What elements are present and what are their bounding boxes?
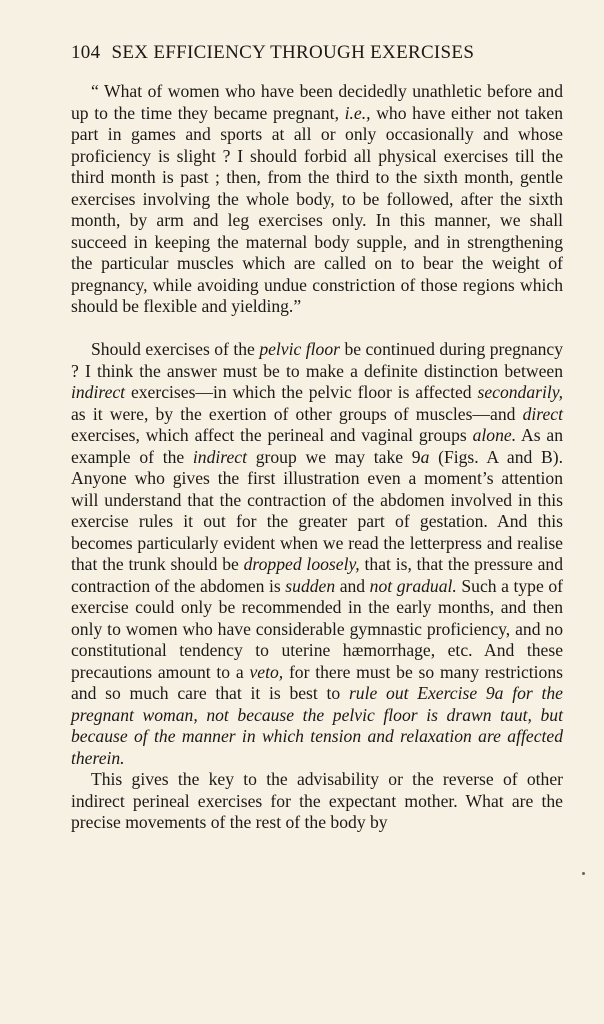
emphasis-text: secondarily,: [477, 382, 563, 402]
paragraph-quoted-passage: [71, 81, 563, 318]
text-segment: exercises, which affect the perineal and vaginal groups: [71, 425, 473, 445]
text-segment: As an example of the: [71, 425, 563, 467]
text-segment: for there must be so many restrictions and so much care that it is best to: [71, 661, 563, 703]
text-segment: Should exercises of the: [91, 339, 260, 359]
emphasis-text: sudden: [285, 575, 336, 596]
emphasis-text: pelvic floor: [259, 339, 340, 359]
paragraph-advisability: [71, 769, 563, 834]
text-segment: Such a type of exercise could only be recommended in the early months, and then only to women who have considerable gymnastic proficiency, and no constitutional tendency to uterine hæmorrhage, etc. And these precautions amount to a: [71, 575, 563, 682]
text-segment: This gives the key to the advisability or the reverse of other indirect perineal exercises for the expectant mother. What are the precise movements of the rest of the body by: [71, 769, 563, 832]
emphasis-text: i.e.,: [344, 102, 371, 123]
emphasis-text: indirect: [192, 446, 247, 467]
running-title: SEX EFFICIENCY THROUGH EXERCISES: [111, 42, 475, 63]
text-segment: exercises—in which the pelvic floor is affected: [125, 382, 478, 402]
emphasis-text: indirect: [71, 382, 126, 402]
text-segment: be continued during pregnancy ? I think the answer must be to make a definite distinction between: [71, 339, 563, 381]
text-segment: who have either not taken part in games and sports at all or only occasionally and whose proficiency is slight ? I should forbid all physical exercises till the third month is past ; then, from the third to the sixth month, gentle exercises involving the whole body, to be followed, after the sixth month, by arm and leg exercises only. In this manner, we shall succeed in keeping the maternal body supple, and in strengthening the particular muscles which are called on to bear the weight of pregnancy, while avoiding undue constriction of those regions which should be flexible and yielding.”: [71, 102, 563, 316]
text-segment: group we may take 9: [247, 446, 421, 467]
print-speck: [582, 872, 585, 875]
text-segment: and: [335, 575, 370, 596]
emphasis-text: dropped loosely,: [243, 554, 360, 574]
running-head: [71, 42, 541, 68]
text-segment: that is, that the pressure and contraction of the abdomen is: [71, 554, 564, 596]
emphasis-text: veto,: [249, 661, 284, 682]
page-number: 104: [71, 42, 101, 63]
emphasis-text: direct: [522, 403, 563, 424]
emphasis-text: a: [420, 446, 430, 467]
emphasis-text: alone.: [472, 425, 517, 445]
body-text: [71, 81, 563, 834]
paragraph-pelvic-floor-discussion: [71, 339, 563, 769]
emphasis-text: not gradual.: [369, 575, 457, 596]
text-segment: “ What of women who have been decidedly unathletic before and up to the time they became pregnant,: [71, 81, 563, 123]
text-segment: (Figs. A and B). Anyone who gives the first illustration even a moment’s attention will understand that the contraction of the abdomen involved in this exercise rules it out for the greater part of gestation. And this becomes particularly evident when we read the letterpress and realise that the trunk should be: [71, 446, 563, 574]
text-segment: as it were, by the exertion of other groups of muscles—and: [71, 403, 523, 424]
emphasis-text: rule out Exercise 9a for the pregnant woman, not because the pelvic floor is drawn taut, but because of the manner in which tension and relaxation are affected therein.: [71, 683, 563, 768]
